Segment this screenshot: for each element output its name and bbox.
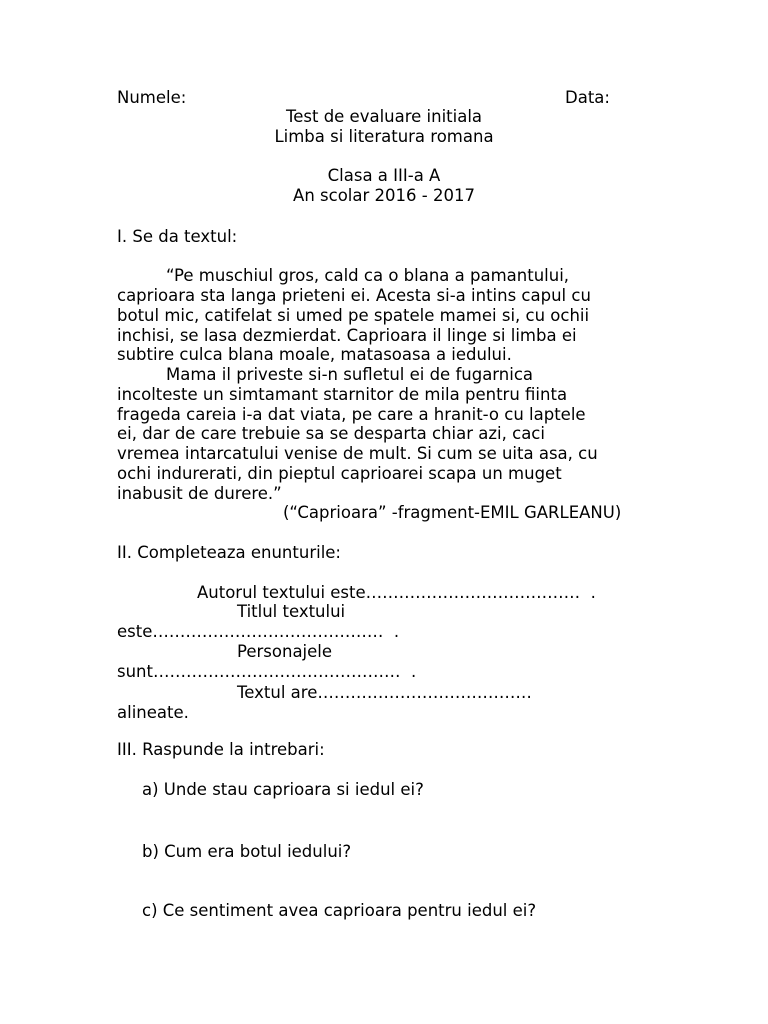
text-line: ei, dar de care trebuie sa se desparta chiar azi, caci	[117, 424, 545, 443]
fill-line-characters: sunt……………………………………… .	[117, 662, 417, 681]
fill-line-author: Autorul textului este………………………………… .	[197, 583, 596, 602]
fill-line-title: este…………………………………… .	[117, 622, 400, 641]
fill-line-paragraphs-end: alineate.	[117, 703, 189, 722]
text-line: caprioara sta langa prieteni ei. Acesta si-a intins capul cu	[117, 286, 591, 305]
text-line: subtire culca blana moale, matasoasa a iedului.	[117, 345, 512, 364]
date-label: Data:	[565, 88, 610, 107]
text-source: (“Caprioara” -fragment-EMIL GARLEANU)	[283, 503, 622, 522]
section2-heading: II. Completeaza enunturile:	[117, 543, 341, 562]
text-line: frageda careia i-a dat viata, pe care a hranit-o cu laptele	[117, 405, 586, 424]
text-line: incolteste un simtamant starnitor de mila pentru fiinta	[117, 385, 568, 404]
question-a: a) Unde stau caprioara si iedul ei?	[142, 780, 424, 799]
name-label: Numele:	[117, 88, 187, 107]
section1-heading: I. Se da textul:	[117, 227, 238, 246]
question-c: c) Ce sentiment avea caprioara pentru iedul ei?	[142, 901, 537, 920]
fill-line-characters-label: Personajele	[237, 642, 333, 661]
section3-heading: III. Raspunde la intrebari:	[117, 740, 325, 759]
class-label: Clasa a III-a A	[327, 166, 441, 185]
text-line: botul mic, catifelat si umed pe spatele mamei si, cu ochii	[117, 306, 590, 325]
question-b: b) Cum era botul iedului?	[142, 842, 352, 861]
subject-title: Limba si literatura romana	[274, 127, 494, 146]
text-line: “Pe muschiul gros, cald ca o blana a pamantului,	[166, 266, 570, 285]
text-line: Mama il priveste si-n sufletul ei de fugarnica	[166, 365, 534, 384]
fill-line-paragraphs: Textul are…………………………………	[237, 683, 532, 702]
text-line: inchisi, se lasa dezmierdat. Caprioara il linge si limba ei	[117, 326, 577, 345]
text-line: inabusit de durere.”	[117, 484, 282, 503]
test-title: Test de evaluare initiala	[285, 107, 483, 126]
text-line: vremea intarcatului venise de mult. Si cum se uita asa, cu	[117, 444, 598, 463]
school-year: An scolar 2016 - 2017	[293, 186, 475, 205]
text-line: ochi indurerati, din pieptul caprioarei scapa un muget	[117, 464, 562, 483]
fill-line-title-label: Titlul textului	[237, 602, 346, 621]
